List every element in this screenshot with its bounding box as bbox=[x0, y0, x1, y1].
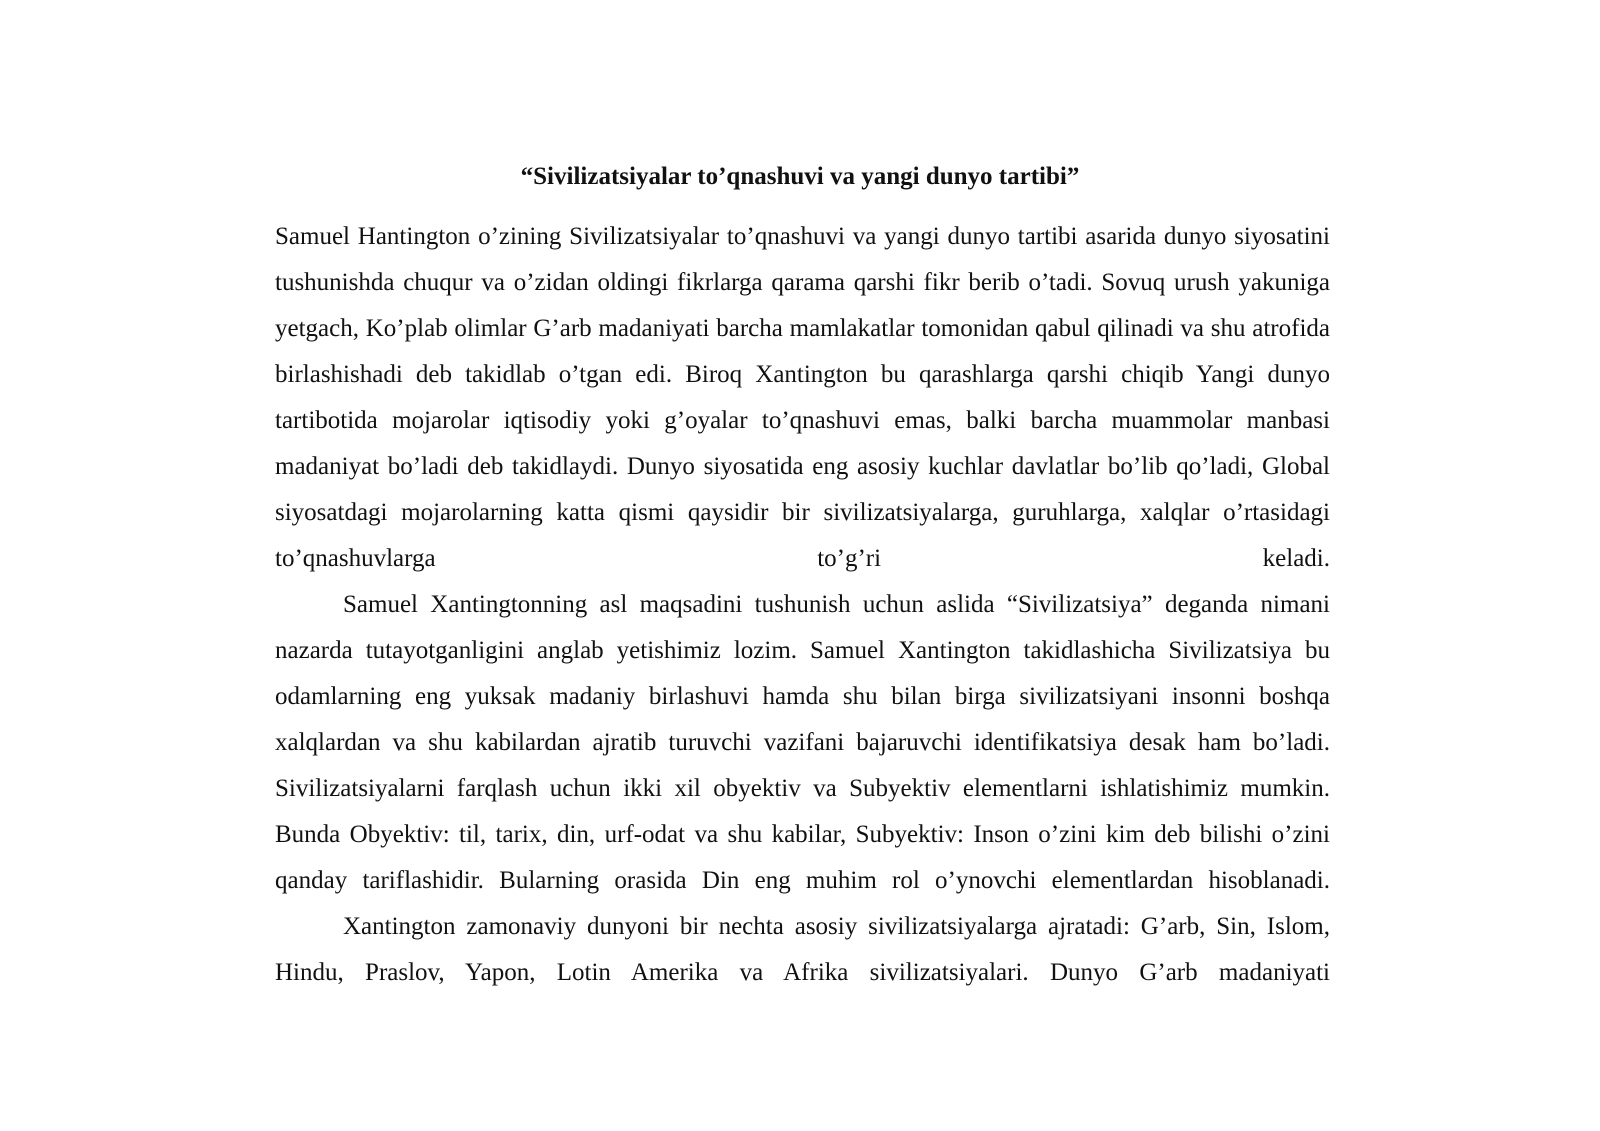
paragraph-1: Samuel Hantington o’zining Sivilizatsiyalar to’qnashuvi va yangi dunyo tartibi asarida dunyo siyosatini tushunishda chuqur va o’zidan oldingi fikrlarga qarama qarshi fikr berib o’tadi. Sovuq urush yakuniga yetgach, Ko’plab olimlar G’arb madaniyati barcha mamlakatlar tomonidan qabul qilinadi va shu atrofida birlashishadi deb takidlab o’tgan edi. Biroq Xantington bu qarashlarga qarshi chiqib Yangi dunyo tartibotida mojarolar iqtisodiy yoki g’oyalar to’qnashuvi emas, balki barcha muammolar manbasi madaniyat bo’ladi deb takidlaydi. Dunyo siyosatida eng asosiy kuchlar davlatlar bo’lib qo’ladi, Global siyosatdagi mojarolarning katta qismi qaysidir bir sivilizatsiyalarga, guruhlarga, xalqlar o’rtasidagi to’qnashuvlarga to’g’ri keladi. bbox=[275, 223, 1330, 572]
document-body bbox=[275, 214, 1330, 996]
document-title: “Sivilizatsiyalar to’qnashuvi va yangi dunyo tartibi” bbox=[520, 163, 1080, 190]
paragraph-3: Xantington zamonaviy dunyoni bir nechta asosiy sivilizatsiyalarga ajratadi: G’arb, Sin, Islom, Hindu, Praslov, Yapon, Lotin Amerika va Afrika sivilizatsiyalari. Dunyo G’arb madaniyati bbox=[275, 913, 1330, 986]
paragraph-2: Samuel Xantingtonning asl maqsadini tushunish uchun aslida “Sivilizatsiya” deganda nimani nazarda tutayotganligini anglab yetishimiz lozim. Samuel Xantington takidlashicha Sivilizatsiya bu odamlarning eng yuksak madaniy birlashuvi hamda shu bilan birga sivilizatsiyani insonni boshqa xalqlardan va shu kabilardan ajratib turuvchi vazifani bajaruvchi identifikatsiya desak ham bo’ladi. Sivilizatsiyalarni farqlash uchun ikki xil obyektiv va Subyektiv elementlarni ishlatishimiz mumkin. Bunda Obyektiv: til, tarix, din, urf-odat va shu kabilar, Subyektiv: Inson o’zini kim deb bilishi o’zini qanday tariflashidir. Bularning orasida Din eng muhim rol o’ynovchi elementlardan hisoblanadi. bbox=[275, 591, 1330, 894]
